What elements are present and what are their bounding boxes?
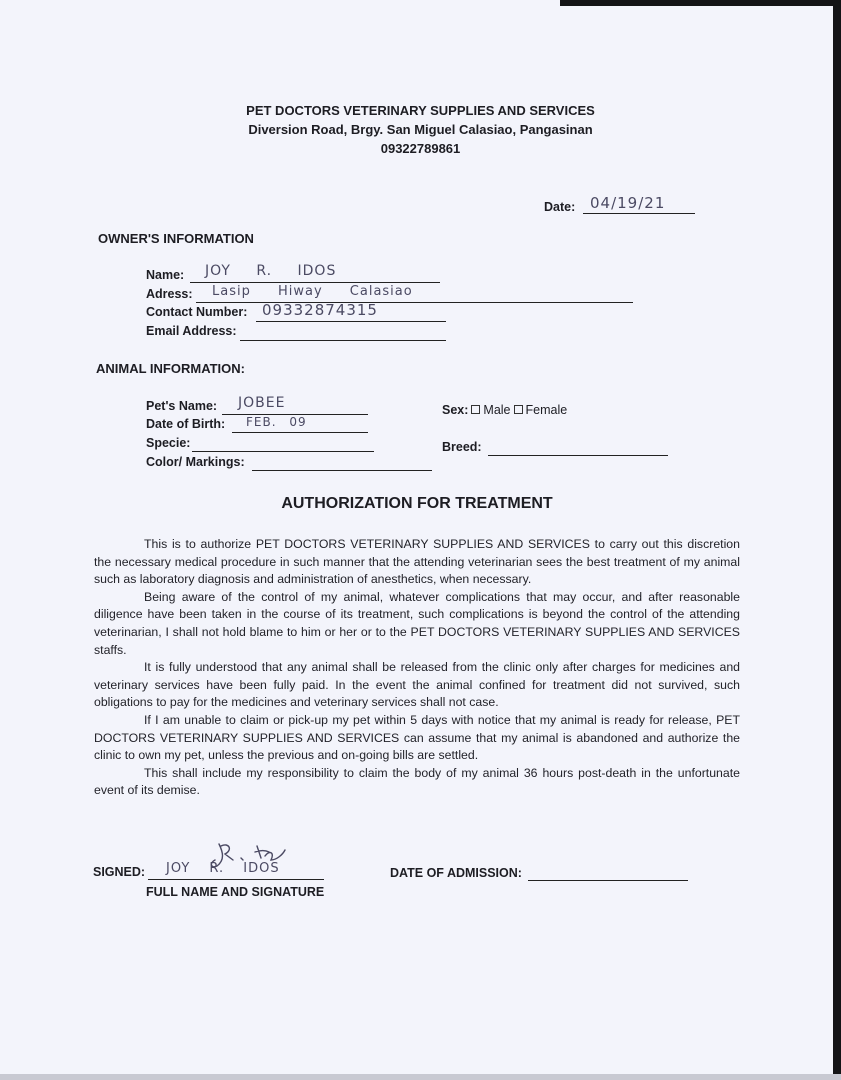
- breed-label: Breed:: [442, 440, 482, 454]
- scan-border-right: [833, 0, 841, 1080]
- scan-border-bottom: [0, 1074, 841, 1080]
- male-option-label: Male: [483, 403, 511, 417]
- owner-heading: OWNER'S INFORMATION: [98, 231, 254, 246]
- color-label: Color/ Markings:: [146, 455, 245, 469]
- authorization-paragraph: If I am unable to claim or pick-up my pet within 5 days with notice that my animal is ready for release, PET DOCTORS VETERINARY SUPPLIES AND SERVICES can assume that my animal is abandoned and authorize the clinic to own my pet, unless the previous and on-going bills are settled.: [94, 712, 740, 763]
- owner-name-label: Name:: [146, 268, 185, 282]
- owner-contact-value: 09332874315: [262, 301, 378, 319]
- female-option-label: Female: [525, 403, 568, 417]
- company-address: Diversion Road, Brgy. San Miguel Calasiao, Pangasinan: [248, 122, 593, 137]
- date-value: 04/19/21: [590, 194, 666, 212]
- pet-name-value: JOBEE: [238, 395, 286, 411]
- admission-date-line: [528, 880, 688, 881]
- date-line: [583, 213, 695, 214]
- sex-field: [442, 403, 567, 417]
- female-checkbox[interactable]: [514, 405, 523, 414]
- scan-border-top: [560, 0, 841, 6]
- authorization-paragraph: Being aware of the control of my animal, whatever complications that may occur, and after reasonable diligence have been taken in the course of its treatment, such complications is beyond the control of the attending veterinarian, I shall not hold blame to him or her or to the PET DOCTORS VETERINARY SUPPLIES AND SERVICES staffs.: [94, 589, 740, 657]
- owner-address-label: Adress:: [146, 287, 193, 301]
- species-line: [192, 451, 374, 452]
- animal-heading: ANIMAL INFORMATION:: [96, 361, 245, 376]
- signature-line: [148, 879, 324, 880]
- authorization-title: AUTHORIZATION FOR TREATMENT: [281, 495, 553, 512]
- admission-date-label: DATE OF ADMISSION:: [390, 866, 522, 880]
- owner-contact-line: [256, 321, 446, 322]
- pet-name-label: Pet's Name:: [146, 399, 218, 413]
- authorization-paragraph: It is fully understood that any animal shall be released from the clinic only after charges for medicines and veterinary services have been fully paid. In the event the animal confined for treatment did not survived, such obligations to pay for the medicines and veterinary services shall not case.: [94, 660, 740, 710]
- owner-contact-label: Contact Number:: [146, 305, 248, 319]
- signed-name-value: JOY R. IDOS: [166, 861, 280, 876]
- company-name: PET DOCTORS VETERINARY SUPPLIES AND SERVICES: [246, 103, 595, 118]
- date-label: Date:: [544, 200, 576, 214]
- authorization-paragraph: This is to authorize PET DOCTORS VETERINARY SUPPLIES AND SERVICES to carry out this discretion the necessary medical procedure in such manner that the attending veterinarian sees the best treatment of my animal such as laboratory diagnosis and administration of anesthetics, when necessary.: [94, 537, 740, 587]
- dob-value: FEB. 09: [246, 415, 307, 429]
- color-line: [252, 470, 432, 471]
- sex-label: Sex:: [442, 403, 469, 417]
- owner-name-value: JOY R. IDOS: [205, 263, 337, 279]
- authorization-paragraph: This shall include my responsibility to claim the body of my animal 36 hours post-death in the unfortunate event of its demise.: [94, 765, 740, 798]
- dob-label: Date of Birth:: [146, 417, 226, 431]
- owner-email-label: Email Address:: [146, 324, 237, 338]
- species-label: Specie:: [146, 436, 191, 450]
- male-checkbox[interactable]: [471, 405, 480, 414]
- dob-line: [232, 432, 368, 433]
- owner-email-line: [240, 340, 446, 341]
- authorization-body: [94, 536, 740, 800]
- breed-line: [488, 455, 668, 456]
- owner-address-value: Lasip Hiway Calasiao: [212, 284, 413, 299]
- signature-caption: FULL NAME AND SIGNATURE: [146, 885, 325, 899]
- signed-label: SIGNED:: [93, 865, 146, 879]
- company-phone: 09322789861: [380, 141, 461, 156]
- owner-name-line: [190, 282, 440, 283]
